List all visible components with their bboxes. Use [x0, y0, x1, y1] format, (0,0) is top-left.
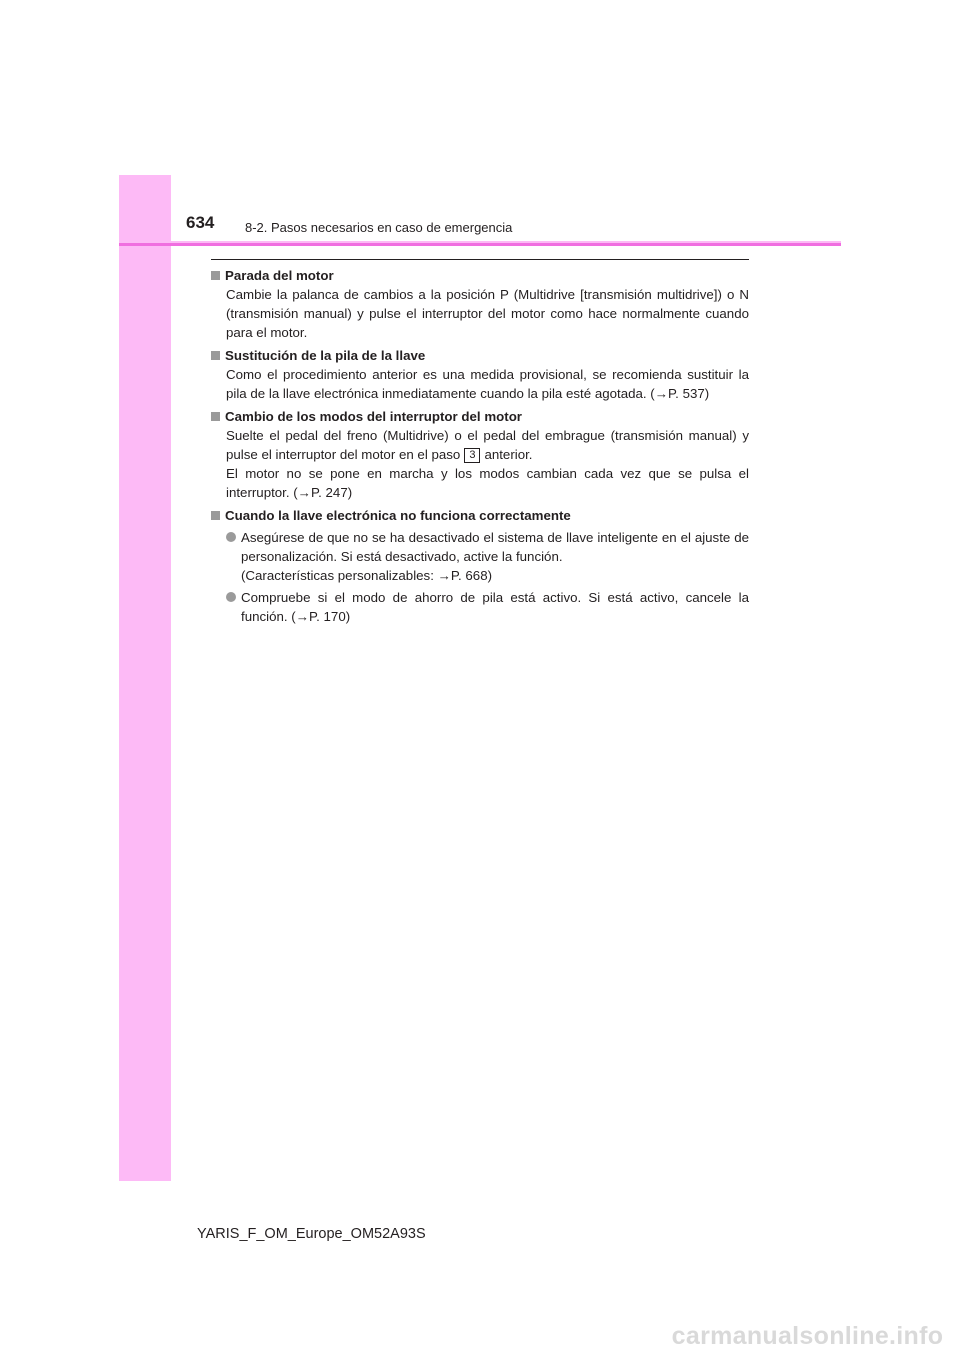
section-heading: Cambio de los modos del interruptor del motor	[225, 409, 522, 424]
section-paragraph: El motor no se pone en marcha y los modos cambian cada vez que se pulsa el interruptor. (→P. 247)	[226, 466, 749, 500]
section-llave-no-funciona	[211, 506, 749, 626]
section-paragraph: Cambie la palanca de cambios a la posición P (Multidrive [transmisión multidrive]) o N (transmisión manual) y pulse el interruptor del motor como hace normalmente cuando para el motor.	[226, 287, 749, 340]
section-heading: Parada del motor	[225, 268, 334, 283]
list-item	[226, 588, 749, 626]
page-content	[211, 266, 749, 630]
list-item	[226, 528, 749, 585]
watermark-logo: carmanualsonline.info	[671, 1322, 944, 1350]
footer-doc-code: YARIS_F_OM_Europe_OM52A93S	[197, 1226, 426, 1242]
header-rule	[119, 243, 841, 246]
section-sustitucion-pila	[211, 346, 749, 403]
list-item-text: Compruebe si el modo de ahorro de pila está activo. Si está activo, cancele la función. (→P. 170)	[241, 590, 749, 624]
square-bullet-icon	[211, 271, 220, 280]
section-paragraph: Como el procedimiento anterior es una medida provisional, se recomienda sustituir la pila de la llave electrónica inmediatamente cuando la pila esté agotada. (→P. 537)	[226, 367, 749, 401]
paragraph-text: Suelte el pedal del freno (Multidrive) o el pedal del embrague (transmisión manual) y pulse el interruptor del motor en el paso	[226, 428, 749, 462]
section-heading: Cuando la llave electrónica no funciona correctamente	[225, 508, 571, 523]
paragraph-text: anterior.	[484, 447, 533, 462]
list-item-text: Asegúrese de que no se ha desactivado el sistema de llave inteligente en el ajuste de personalización. Si está desactivado, active la función.	[241, 530, 749, 564]
page-number: 634	[186, 213, 215, 232]
step-number-box: 3	[464, 448, 480, 463]
section-heading: Sustitución de la pila de la llave	[225, 348, 426, 363]
circle-bullet-icon	[226, 532, 236, 542]
square-bullet-icon	[211, 351, 220, 360]
section-paragraph	[226, 426, 749, 464]
circle-bullet-icon	[226, 592, 236, 602]
section-title: 8-2. Pasos necesarios en caso de emergencia	[245, 220, 513, 235]
content-top-rule	[211, 259, 749, 260]
list-item-text: (Características personalizables: →P. 668)	[241, 568, 493, 583]
section-cambio-modos	[211, 407, 749, 502]
section-parada-motor	[211, 266, 749, 342]
square-bullet-icon	[211, 511, 220, 520]
side-color-band	[119, 175, 171, 1181]
square-bullet-icon	[211, 412, 220, 421]
